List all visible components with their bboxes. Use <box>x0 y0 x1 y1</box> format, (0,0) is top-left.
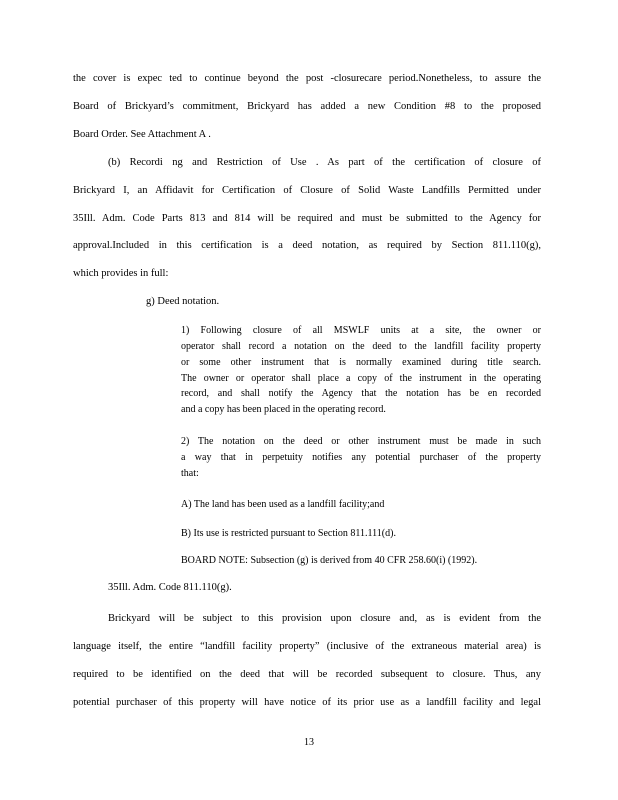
paragraph-line: 35Ill. Adm. Code Parts 813 and 814 will be required and must be submitted to the Agency for <box>73 213 541 224</box>
quote-heading: g) Deed notation. <box>146 296 220 307</box>
quote-line: and a copy has been placed in the operating record. <box>181 404 386 415</box>
paragraph-line: Brickyard I, an Affidavit for Certification of Closure of Solid Waste Landfills Permitted under <box>73 185 541 196</box>
paragraph-line: required to be identified on the deed that will be recorded subsequent to closure. Thus, any <box>73 669 541 680</box>
quote-line: or some other instrument that is normally examined during title search. <box>181 357 541 368</box>
quote-item-b: B) Its use is restricted pursuant to Section 811.111(d). <box>181 528 396 539</box>
paragraph-line: Board of Brickyard’s commitment, Brickyard has added a new Condition #8 to the proposed <box>73 101 541 112</box>
quote-line: a way that in perpetuity notifies any potential purchaser of the property <box>181 452 541 463</box>
paragraph-line: which provides in full: <box>73 268 169 279</box>
paragraph-line: the cover is expec ted to continue beyond the post -closurecare period.Nonetheless, to assure the <box>73 73 541 84</box>
citation: 35Ill. Adm. Code 811.110(g). <box>108 582 232 593</box>
paragraph-line: Brickyard will be subject to this provision upon closure and, as is evident from the <box>108 613 541 624</box>
paragraph-line: (b) Recordi ng and Restriction of Use . As part of the certification of closure of <box>108 157 541 168</box>
quote-line: operator shall record a notation on the deed to the landfill facility property <box>181 341 541 352</box>
board-note: BOARD NOTE: Subsection (g) is derived from 40 CFR 258.60(i) (1992). <box>181 555 478 566</box>
quote-line: The owner or operator shall place a copy of the instrument in the operating <box>181 373 541 384</box>
quote-line: that: <box>181 468 199 479</box>
quote-line: record, and shall notify the Agency that the notation has be en recorded <box>181 388 541 399</box>
paragraph-line: language itself, the entire “landfill facility property” (inclusive of the extraneous material area) is <box>73 641 541 652</box>
quote-line: 2) The notation on the deed or other instrument must be made in such <box>181 436 541 447</box>
paragraph-line: Board Order. See Attachment A . <box>73 129 211 140</box>
quote-line: 1) Following closure of all MSWLF units at a site, the owner or <box>181 325 541 336</box>
paragraph-line: approval.Included in this certification is a deed notation, as required by Section 811.110(g), <box>73 240 541 251</box>
quote-item-a: A) The land has been used as a landfill facility;and <box>181 499 385 510</box>
page-number: 13 <box>304 737 314 748</box>
paragraph-line: potential purchaser of this property will have notice of its prior use as a landfill facility and legal <box>73 697 541 708</box>
